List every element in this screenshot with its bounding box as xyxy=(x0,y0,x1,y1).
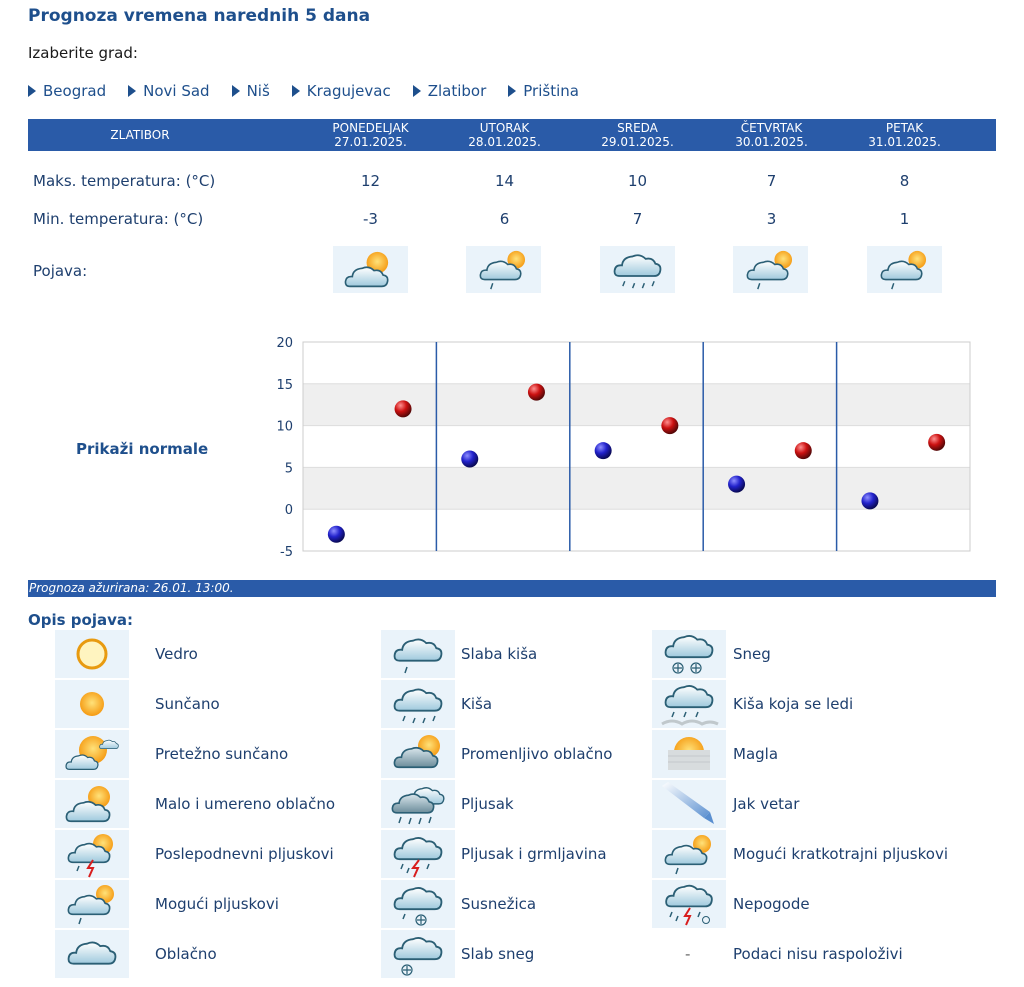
city-link-pristina[interactable] xyxy=(508,82,579,100)
y-tick-label: 5 xyxy=(284,461,293,477)
city-link-beograd[interactable] xyxy=(28,82,106,100)
chart-band xyxy=(303,342,970,384)
kratkotrajni-pljuskovi-icon xyxy=(652,830,726,878)
day-header: UTORAK 28.01.2025. xyxy=(468,121,541,149)
choose-city-label: Izaberite grad: xyxy=(28,44,138,62)
min-temp-value: 1 xyxy=(899,210,910,228)
min-temp-point xyxy=(328,526,345,543)
city-link-label: Beograd xyxy=(43,82,107,100)
oblacno-icon xyxy=(55,930,129,978)
arrow-right-icon xyxy=(28,85,36,97)
min-temp-value: 3 xyxy=(766,210,777,228)
max-temp-point xyxy=(661,417,678,434)
y-tick-label: 10 xyxy=(276,419,293,435)
slaba-kisa-icon xyxy=(381,630,455,678)
arrow-right-icon xyxy=(232,85,240,97)
city-link-label: Kragujevac xyxy=(306,82,391,100)
magla-icon xyxy=(652,730,726,778)
no-data-dash: - xyxy=(685,945,691,963)
city-link-zlatibor[interactable] xyxy=(413,82,487,100)
moguci-pljuskovi-icon xyxy=(466,246,541,293)
promenljivo-oblacno-icon xyxy=(381,730,455,778)
arrow-right-icon xyxy=(508,85,516,97)
city-link-nis[interactable] xyxy=(232,82,270,100)
min-temp-point xyxy=(461,451,478,468)
vedro-icon xyxy=(55,630,129,678)
arrow-right-icon xyxy=(128,85,136,97)
nepogode-icon xyxy=(652,880,726,928)
city-link-label: Novi Sad xyxy=(143,82,210,100)
day-header: SREDA 29.01.2025. xyxy=(601,121,674,149)
poslepodnevni-pljuskovi-icon xyxy=(55,830,129,878)
city-link-label: Priština xyxy=(523,82,579,100)
city-links xyxy=(28,82,601,100)
min-temp-label: Min. temperatura: (°C) xyxy=(33,210,204,228)
max-temp-value: 10 xyxy=(627,172,648,190)
kisa-icon xyxy=(600,246,675,293)
max-temp-value: 14 xyxy=(494,172,515,190)
max-temp-value: 8 xyxy=(899,172,910,190)
kisa-icon xyxy=(381,680,455,728)
moguci-pljuskovi-icon xyxy=(867,246,942,293)
moguci-pljuskovi-icon xyxy=(733,246,808,293)
city-link-label: Zlatibor xyxy=(427,82,487,100)
jak-vetar-icon xyxy=(652,780,726,828)
y-tick-label: -5 xyxy=(280,545,293,560)
city-link-novi-sad[interactable] xyxy=(128,82,209,100)
min-temp-point xyxy=(861,492,878,509)
forecast-city: ZLATIBOR xyxy=(110,128,170,142)
chart-band xyxy=(303,426,970,468)
show-normals-link[interactable]: Prikaži normale xyxy=(76,440,209,458)
min-temp-point xyxy=(728,476,745,493)
updated-text: Prognoza ažurirana: 26.01. 13:00. xyxy=(29,581,234,595)
min-temp-point xyxy=(595,442,612,459)
arrow-right-icon xyxy=(413,85,421,97)
min-temp-value: -3 xyxy=(363,210,378,228)
legend-no-data-label: Podaci nisu raspoloživi xyxy=(733,945,903,963)
legend-title: Opis pojava: xyxy=(28,611,133,629)
max-temp-point xyxy=(528,384,545,401)
city-link-label: Niš xyxy=(246,82,270,100)
malo-oblacno-icon xyxy=(333,246,408,293)
chart-band xyxy=(303,509,970,551)
y-tick-label: 20 xyxy=(276,336,293,351)
arrow-right-icon xyxy=(292,85,300,97)
temperature-chart xyxy=(250,330,980,560)
susnezica-icon xyxy=(381,880,455,928)
min-temp-value: 6 xyxy=(499,210,510,228)
pljusak-grmljavina-icon xyxy=(381,830,455,878)
sneg-icon xyxy=(652,630,726,678)
max-temp-value: 12 xyxy=(360,172,381,190)
malo-oblacno-icon xyxy=(55,780,129,828)
city-link-kragujevac[interactable] xyxy=(292,82,391,100)
max-temp-point xyxy=(395,400,412,417)
day-header: PONEDELJAK 27.01.2025. xyxy=(332,121,409,149)
moguci-pljuskovi-icon xyxy=(55,880,129,928)
page-title: Prognoza vremena narednih 5 dana xyxy=(28,6,371,26)
day-header: PETAK 31.01.2025. xyxy=(868,121,941,149)
phenomenon-label: Pojava: xyxy=(33,262,88,280)
ledena-kisa-icon xyxy=(652,680,726,728)
y-tick-label: 0 xyxy=(284,503,293,519)
y-tick-label: 15 xyxy=(276,377,293,393)
pretezno-suncano-icon xyxy=(55,730,129,778)
updated-bar xyxy=(28,580,996,597)
max-temp-value: 7 xyxy=(766,172,777,190)
min-temp-value: 7 xyxy=(632,210,643,228)
forecast-header xyxy=(28,119,996,151)
pljusak-icon xyxy=(381,780,455,828)
max-temp-point xyxy=(928,434,945,451)
slab-sneg-icon xyxy=(381,930,455,978)
suncano-icon xyxy=(55,680,129,728)
max-temp-label: Maks. temperatura: (°C) xyxy=(33,172,216,190)
max-temp-point xyxy=(795,442,812,459)
day-header: ČETVRTAK 30.01.2025. xyxy=(735,121,808,149)
